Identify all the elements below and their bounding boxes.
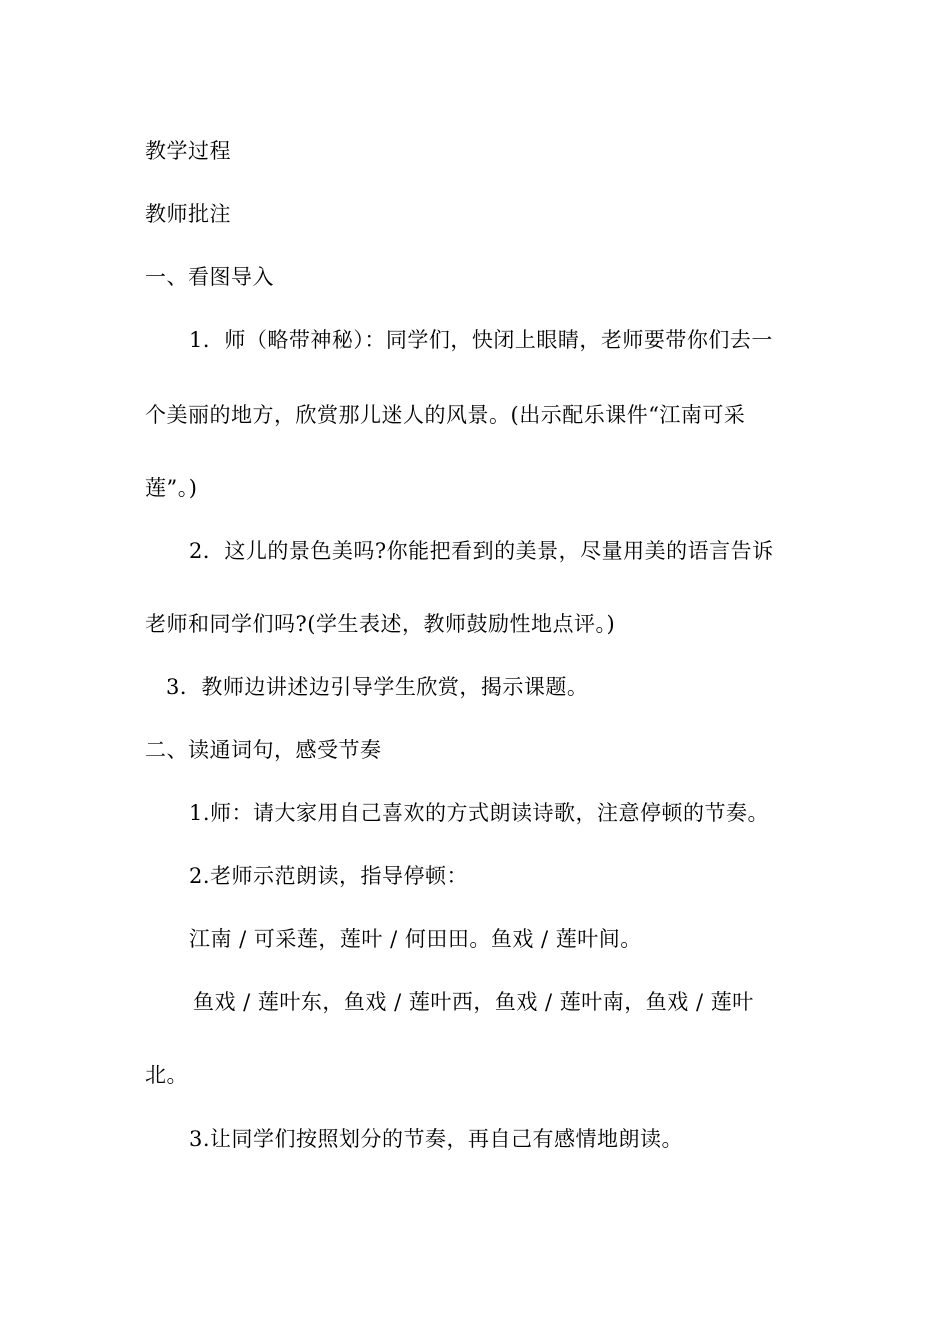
section-1-title: 一、看图导入 (145, 265, 274, 289)
section-1-item-1-line-1: 1．师（略带神秘）：同学们，快闭上眼睛，老师要带你们去一 (189, 328, 773, 352)
section-2-item-3: 3.让同学们按照划分的节奏，再自己有感情地朗读。 (189, 1127, 684, 1151)
heading-teacher-notes: 教师批注 (145, 202, 231, 226)
section-1-item-2-line-2: 老师和同学们吗?(学生表述，教师鼓励性地点评。) (145, 612, 616, 636)
section-2-item-2: 2.老师示范朗读，指导停顿： (189, 864, 469, 888)
poem-line-2: 鱼戏 / 莲叶东，鱼戏 / 莲叶西，鱼戏 / 莲叶南，鱼戏 / 莲叶 (193, 990, 754, 1014)
section-1-item-2-line-1: 2．这儿的景色美吗?你能把看到的美景，尽量用美的语言告诉 (189, 539, 774, 563)
section-1-item-3: 3．教师边讲述边引导学生欣赏，揭示课题。 (166, 675, 589, 699)
heading-teaching-process: 教学过程 (145, 139, 231, 163)
section-2-item-1: 1.师：请大家用自己喜欢的方式朗读诗歌，注意停顿的节奏。 (189, 801, 770, 825)
poem-line-2-continued: 北。 (145, 1063, 188, 1087)
section-1-item-1-line-3: 莲”。) (145, 476, 198, 500)
section-1-item-1-line-2: 个美丽的地方，欣赏那儿迷人的风景。(出示配乐课件“江南可采 (145, 403, 746, 427)
poem-line-1: 江南 / 可采莲，莲叶 / 何田田。鱼戏 / 莲叶间。 (189, 927, 642, 951)
section-2-title: 二、读通词句，感受节奏 (145, 738, 382, 762)
